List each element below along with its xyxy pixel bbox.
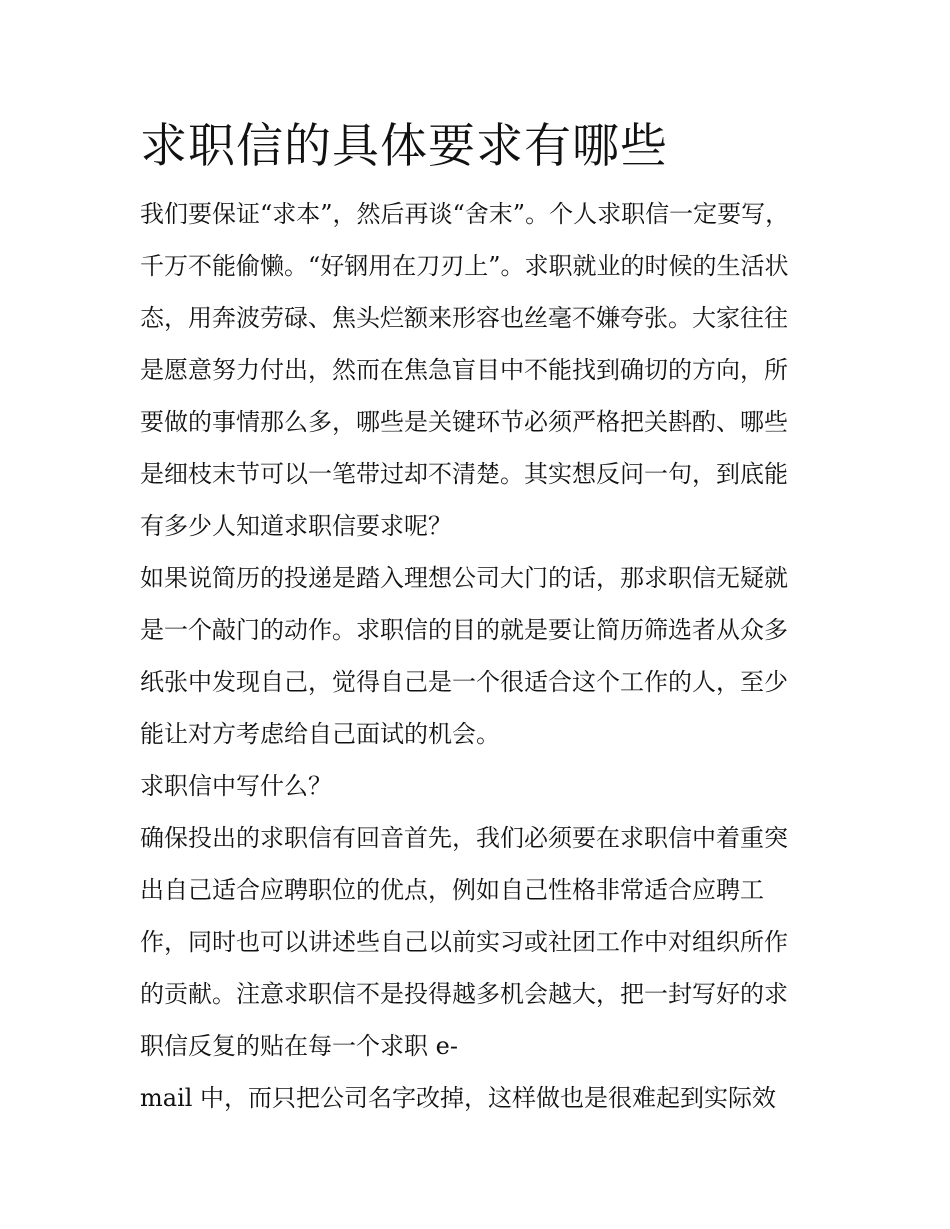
paragraph-line: 我们要保证“求本”，然后再谈“舍末”。个人求职信一定要写， — [140, 200, 790, 228]
paragraph-line: 作，同时也可以讲述些自己以前实习或社团工作中对组织所作 — [140, 928, 788, 956]
paragraph-line: 确保投出的求职信有回音首先，我们必须要在求职信中着重突 — [140, 824, 788, 852]
paragraph-line: 出自己适合应聘职位的优点，例如自己性格非常适合应聘工 — [140, 876, 764, 904]
paragraph-3 — [140, 812, 820, 1072]
section-heading-text: 求职信中写什么？ — [140, 772, 332, 800]
paragraph-line: 是细枝末节可以一笔带过却不清楚。其实想反问一句，到底能 — [140, 460, 788, 488]
paragraph-line: mail 中，而只把公司名字改掉，这样做也是很难起到实际效 — [140, 1084, 777, 1112]
paragraph-line: 职信反复的贴在每一个求职 e- — [140, 1032, 458, 1060]
paragraph-line: 有多少人知道求职信要求呢？ — [140, 512, 452, 540]
paragraph-line: 千万不能偷懒。“好钢用在刀刃上”。求职就业的时候的生活状 — [140, 252, 789, 280]
paragraph-4 — [140, 1072, 820, 1124]
paragraph-line: 态，用奔波劳碌、焦头烂额来形容也丝毫不嫌夸张。大家往往 — [140, 304, 788, 332]
paragraph-line: 能让对方考虑给自己面试的机会。 — [140, 720, 500, 748]
paragraph-line: 如果说简历的投递是踏入理想公司大门的话，那求职信无疑就 — [140, 564, 788, 592]
paragraph-2 — [140, 552, 820, 760]
paragraph-line: 是愿意努力付出，然而在焦急盲目中不能找到确切的方向，所 — [140, 356, 788, 384]
paragraph-1 — [140, 188, 820, 552]
paragraph-line: 的贡献。注意求职信不是投得越多机会越大，把一封写好的求 — [140, 980, 788, 1008]
paragraph-line: 是一个敲门的动作。求职信的目的就是要让简历筛选者从众多 — [140, 616, 788, 644]
paragraph-line: 纸张中发现自己，觉得自己是一个很适合这个工作的人，至少 — [140, 668, 788, 696]
document-page — [140, 110, 820, 1124]
section-heading — [140, 760, 820, 812]
paragraph-line: 要做的事情那么多，哪些是关键环节必须严格把关斟酌、哪些 — [140, 408, 788, 436]
page-title: 求职信的具体要求有哪些 — [140, 119, 668, 174]
